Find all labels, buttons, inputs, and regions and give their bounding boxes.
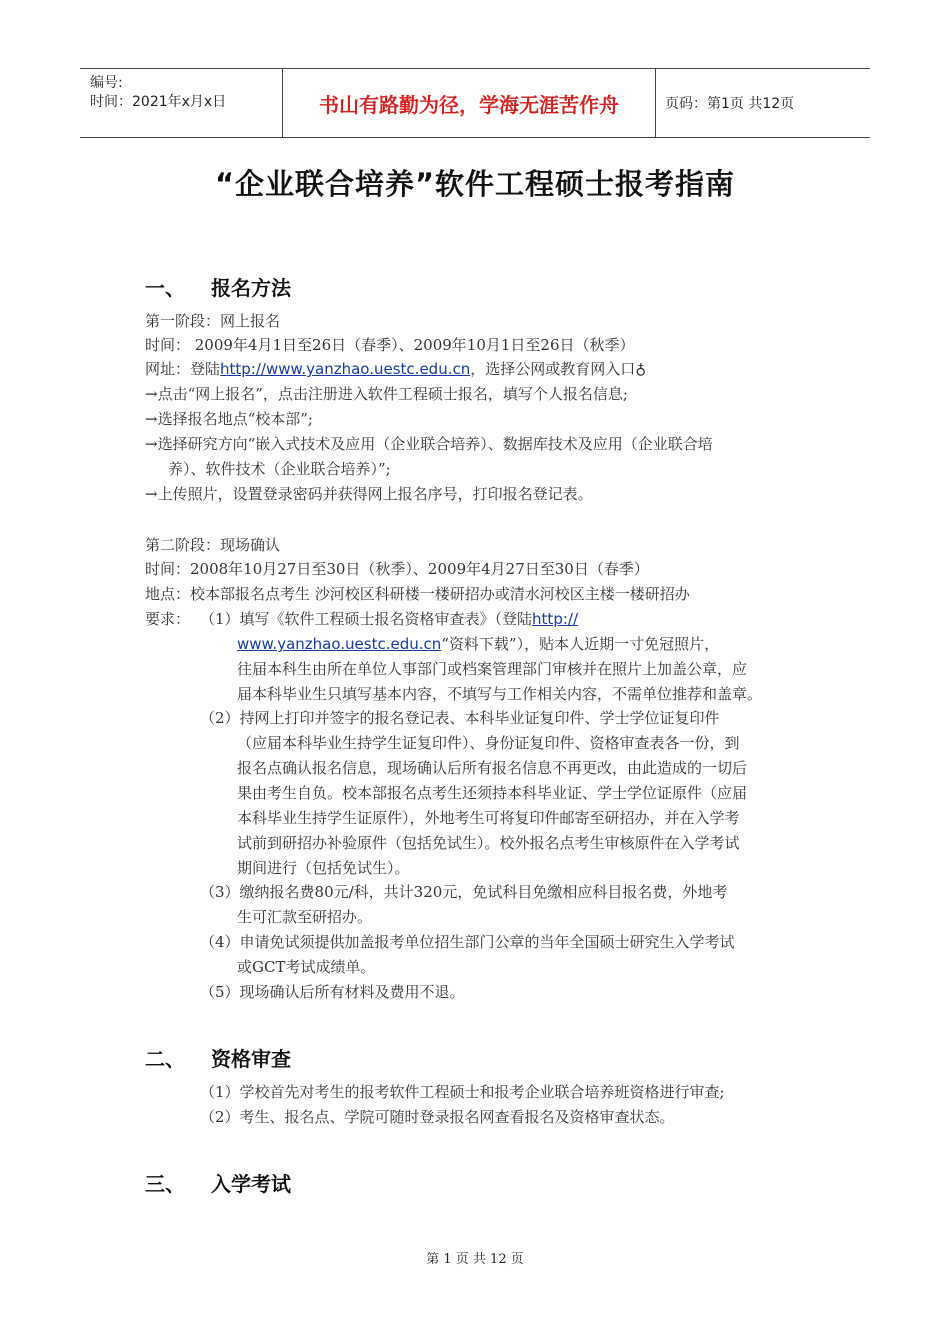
site-suffix: ，选择公网或教育网入口♁ bbox=[470, 360, 647, 378]
download-link-part2[interactable]: www.yanzhao.uestc.edu.cn bbox=[237, 635, 442, 653]
review-item-1: （1）学校首先对考生的报考软件工程硕士和报考企业联合培养班资格进行审查; bbox=[200, 1083, 725, 1101]
stage1-time: 时间： 2009年4月1日至26日（春季）、2009年10月1日至26日（秋季） bbox=[145, 336, 635, 354]
stage2-time: 时间：2008年10月27日至30日（秋季）、2009年4月27日至30日（春季） bbox=[145, 560, 649, 578]
stage2-label: 第二阶段：现场确认 bbox=[145, 536, 281, 554]
stage1-step-3: →选择研究方向“嵌入式技术及应用（企业联合培养）、数据库技术及应用（企业联合培 bbox=[145, 435, 713, 453]
section-heading-3 bbox=[145, 1168, 291, 1197]
section-number: 三、 bbox=[145, 1172, 185, 1196]
section-title: 报名方法 bbox=[211, 276, 291, 300]
stage1-label: 第一阶段：网上报名 bbox=[145, 312, 281, 330]
section-title: 入学考试 bbox=[211, 1172, 291, 1196]
stage2-requirements-label: 要求： bbox=[145, 610, 191, 628]
time-label: 时间：2021年x月x日 bbox=[90, 94, 227, 110]
site-prefix: 网址：登陆 bbox=[145, 360, 221, 378]
requirement-1 bbox=[200, 609, 578, 629]
requirement-2-line-7: 期间进行（包括免试生）。 bbox=[237, 859, 410, 877]
stage1-site bbox=[145, 359, 646, 379]
document-title: “企业联合培养”软件工程硕士报考指南 bbox=[214, 167, 736, 201]
requirement-1-line-3: 往届本科生由所在单位人事部门或档案管理部门审核并在照片上加盖公章，应 bbox=[237, 660, 748, 678]
stage2-place: 地点：校本部报名点考生 沙河校区科研楼一楼研招办或清水河校区主楼一楼研招办 bbox=[145, 585, 690, 603]
section-number: 二、 bbox=[145, 1047, 185, 1071]
section-heading-1 bbox=[145, 272, 291, 301]
requirement-3: （3）缴纳报名费80元/科，共计320元，免试科目免缴相应科目报名费，外地考 bbox=[200, 883, 728, 901]
stage1-step-2: →选择报名地点“校本部”; bbox=[145, 410, 313, 428]
requirement-5: （5）现场确认后所有材料及费用不退。 bbox=[200, 983, 465, 1001]
section-number: 一、 bbox=[145, 276, 185, 300]
requirement-2-line-3: 报名点确认报名信息，现场确认后所有报名信息不再更改，由此造成的一切后 bbox=[237, 759, 748, 777]
requirement-4-line-2: 或GCT考试成绩单。 bbox=[237, 958, 376, 976]
header-meta-cell bbox=[80, 69, 282, 137]
download-link-part1[interactable]: http:// bbox=[532, 610, 578, 628]
requirement-2-line-4: 果由考生自负。校本部报名点考生还须持本科毕业证、学士学位证原件（应届 bbox=[237, 784, 748, 802]
requirement-1-text: （1）填写《软件工程硕士报名资格审查表》（登陆 bbox=[200, 610, 533, 628]
requirement-2-line-6: 试前到研招办补验原件（包括免试生）。校外报名点考生审核原件在入学考试 bbox=[237, 834, 740, 852]
requirement-4: （4）申请免试须提供加盖报考单位招生部门公章的当年全国硕士研究生入学考试 bbox=[200, 933, 735, 951]
stage1-step-4: →上传照片，设置登录密码并获得网上报名序号，打印报名登记表。 bbox=[145, 485, 593, 503]
number-label: 编号: bbox=[90, 75, 123, 91]
stage1-step-3-cont: 养）、软件技术（企业联合培养）”; bbox=[168, 460, 391, 478]
header-motto: 书山有路勤为径，学海无涯苦作舟 bbox=[282, 69, 656, 137]
requirement-2-line-5: 本科毕业生持学生证原件），外地考生可将复印件邮寄至研招办，并在入学考 bbox=[237, 809, 740, 827]
section-title: 资格审查 bbox=[211, 1047, 291, 1071]
requirement-2: （2）持网上打印并签字的报名登记表、本科毕业证复印件、学士学位证复印件 bbox=[200, 709, 720, 727]
requirement-1-line-4: 届本科毕业生只填写基本内容，不填写与工作相关内容，不需单位推荐和盖章。 bbox=[237, 685, 763, 703]
page-header bbox=[80, 68, 870, 138]
review-item-2: （2）考生、报名点、学院可随时登录报名网查看报名及资格审查状态。 bbox=[200, 1108, 675, 1126]
section-heading-2 bbox=[145, 1043, 291, 1072]
header-page-info: 页码：第1页 共12页 bbox=[665, 96, 795, 112]
requirement-1-line-2-text: “资料下载”），贴本人近期一寸免冠照片， bbox=[441, 635, 720, 653]
page-footer: 第 1 页 共 12 页 bbox=[426, 1252, 524, 1267]
site-link[interactable]: http://www.yanzhao.uestc.edu.cn bbox=[220, 360, 471, 378]
stage1-step-1: →点击“网上报名”，点击注册进入软件工程硕士报名，填写个人报名信息; bbox=[145, 385, 628, 403]
requirement-3-line-2: 生可汇款至研招办。 bbox=[237, 908, 373, 926]
requirement-2-line-2: （应届本科毕业生持学生证复印件）、身份证复印件、资格审查表各一份，到 bbox=[237, 734, 740, 752]
requirement-1-line-2 bbox=[237, 634, 719, 654]
